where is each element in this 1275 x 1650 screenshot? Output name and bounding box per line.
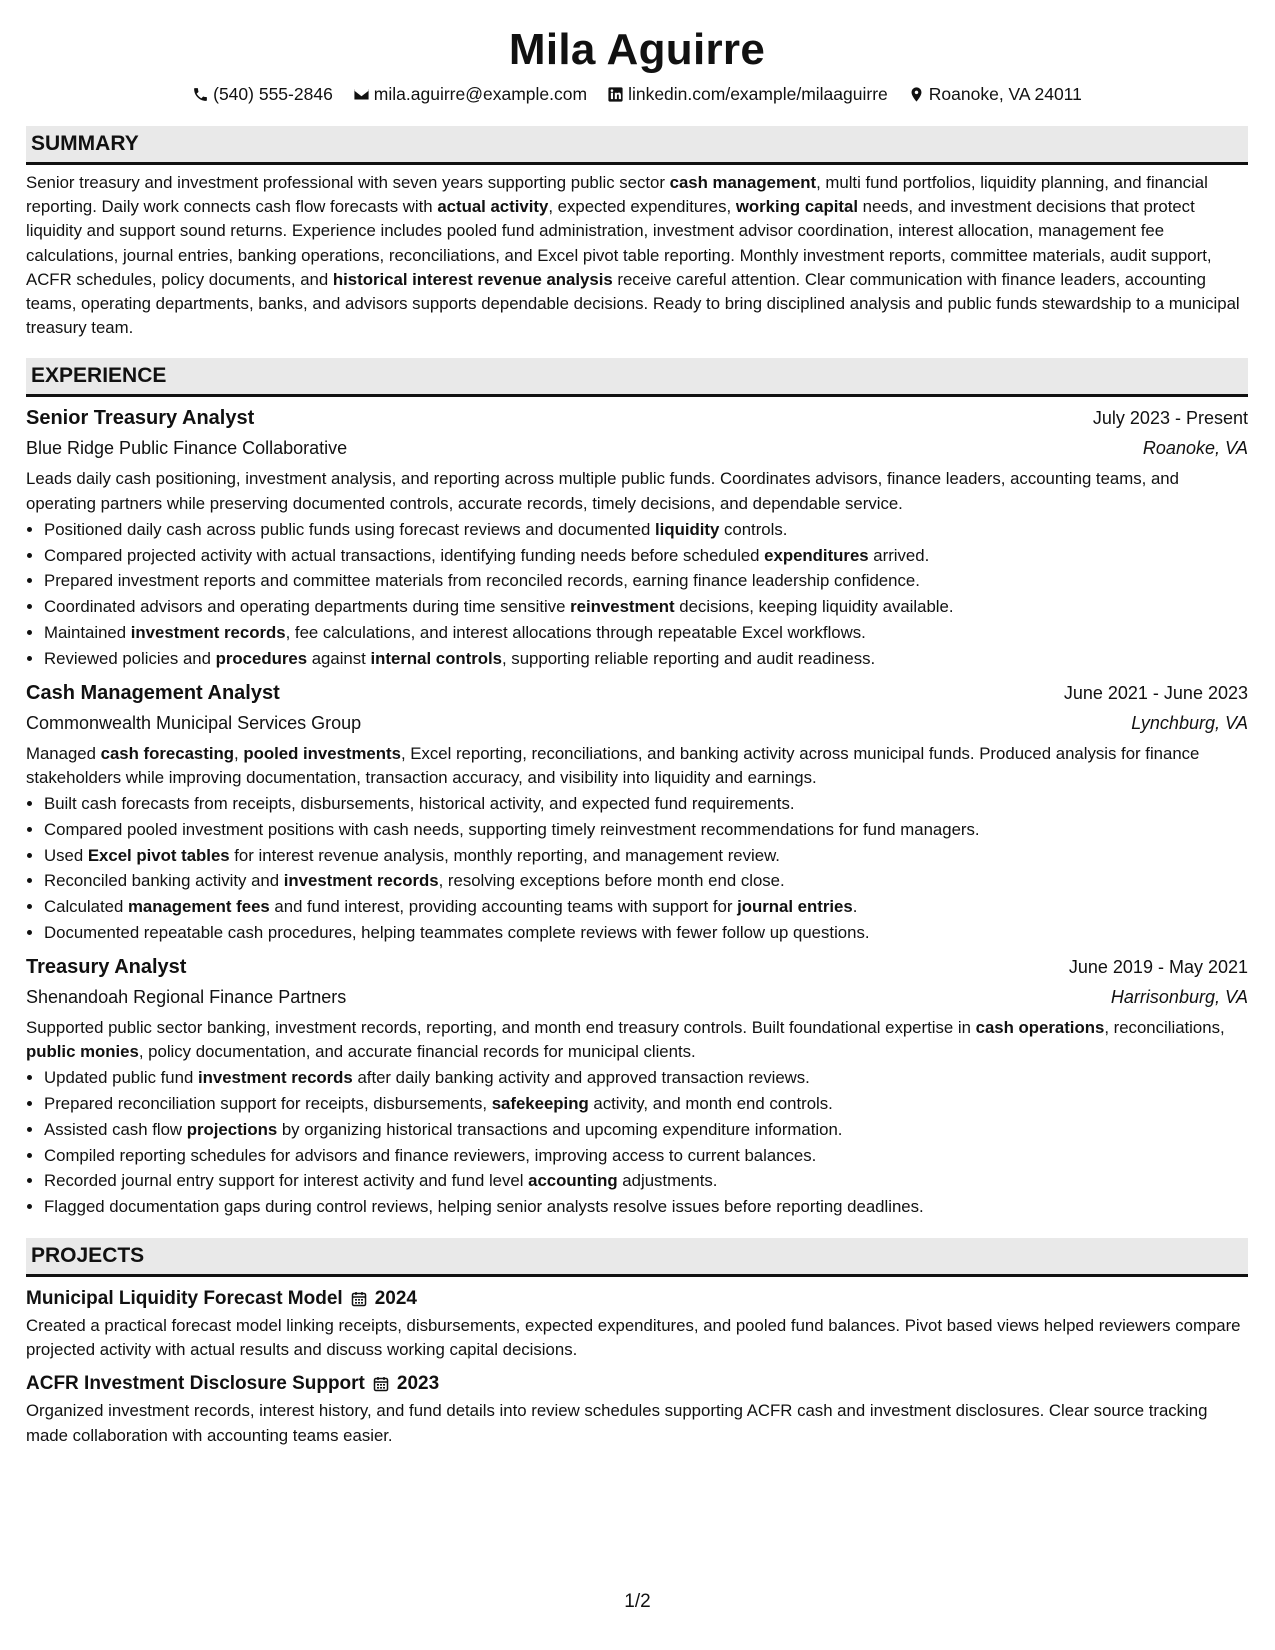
text-run: Compared projected activity with actual transactions, identifying funding needs before scheduled (44, 545, 765, 565)
job-summary (26, 742, 1248, 790)
project-description: Organized investment records, interest history, and fund details into review schedules supporting ACFR cash and investment disclosures. Clear source tracking made collaboration with accounting teams easier. (26, 1401, 1208, 1445)
project-title-row (26, 1285, 1248, 1313)
text-run: Used (44, 845, 88, 865)
bold-keyword: pooled investments (243, 743, 401, 763)
text-run: Reviewed policies and (44, 648, 216, 668)
text-run: Flagged documentation gaps during control reviews, helping senior analysts resolve issues before reporting deadlines. (44, 1197, 924, 1217)
text-run: Reconciled banking activity and (44, 871, 284, 891)
job-bullet (44, 568, 1248, 594)
job-title-row (26, 952, 1248, 982)
job-bullet (44, 817, 1248, 843)
job-dates: June 2019 - May 2021 (1068, 956, 1248, 977)
bold-keyword: accounting (528, 1171, 618, 1191)
summary-text (26, 171, 1248, 340)
calendar-icon-wrap (373, 1376, 389, 1392)
job-company: Shenandoah Regional Finance Partners (26, 986, 347, 1007)
job-company-row (26, 708, 1248, 738)
bold-keyword: expenditures (764, 545, 869, 565)
job-bullet (44, 517, 1248, 543)
text-run: Updated public fund (44, 1068, 198, 1088)
text-run: Recorded journal entry support for interest activity and fund level (44, 1171, 529, 1191)
project-title-row (26, 1370, 1248, 1398)
bold-keyword: working capital (735, 197, 858, 217)
job-bullet (44, 791, 1248, 817)
job-bullets (26, 1065, 1248, 1220)
job-bullet (44, 1194, 1248, 1220)
job-bullet (44, 1091, 1248, 1117)
job-bullet (44, 894, 1248, 920)
text-run: . (852, 897, 858, 917)
bold-keyword: projections (186, 1119, 278, 1139)
projects-heading: PROJECTS (26, 1238, 1248, 1277)
bold-keyword: historical interest revenue analysis (332, 269, 613, 289)
bold-keyword: management fees (127, 897, 270, 917)
text-run: Coordinated advisors and operating departments during time sensitive (44, 597, 571, 617)
job-bullet (44, 920, 1248, 946)
bold-keyword: cash forecasting (100, 743, 235, 763)
project-description: Created a practical forecast model linking receipts, disbursements, expected expenditures, and pooled fund balances. Pivot based views helped reviewers compare projected activity with actual results and discuss working capital decisions. (26, 1315, 1241, 1360)
bold-keyword: investment records (197, 1068, 353, 1088)
job-location: Lynchburg, VA (1131, 712, 1248, 733)
text-run: Calculated (44, 897, 128, 917)
bold-keyword: procedures (215, 648, 308, 668)
job-entry (26, 678, 1248, 946)
job-bullet (44, 1117, 1248, 1143)
text-run: , (234, 743, 244, 763)
job-title-row (26, 678, 1248, 708)
linkedin-icon (607, 86, 624, 103)
bold-keyword: reinvestment (570, 597, 675, 617)
project-year: 2024 (374, 1287, 417, 1309)
location-pin-icon (908, 86, 925, 103)
bold-keyword: investment records (283, 871, 439, 891)
calendar-icon-wrap (351, 1291, 367, 1307)
resume-page (26, 0, 1248, 1448)
experience-heading: EXPERIENCE (26, 358, 1248, 397)
job-dates: June 2021 - June 2023 (1063, 682, 1248, 703)
job-location: Roanoke, VA (1142, 438, 1248, 459)
job-company: Blue Ridge Public Finance Collaborative (26, 438, 348, 459)
job-bullet (44, 594, 1248, 620)
bold-keyword: cash operations (975, 1017, 1105, 1037)
bold-keyword: journal entries (737, 897, 853, 917)
text-run: , supporting reliable reporting and audit readiness. (501, 648, 876, 668)
calendar-icon (351, 1291, 367, 1307)
phone-text: (540) 555-2846 (213, 84, 333, 104)
job-company: Commonwealth Municipal Services Group (26, 712, 362, 733)
job-title: Treasury Analyst (26, 955, 187, 978)
linkedin-text[interactable]: linkedin.com/example/milaaguirre (628, 84, 888, 104)
job-company-row (26, 433, 1248, 463)
job-bullets (26, 517, 1248, 672)
contact-location (908, 82, 1082, 106)
job-summary (26, 467, 1248, 515)
text-run: Documented repeatable cash procedures, helping teammates complete reviews with fewer follow up questions. (44, 923, 870, 942)
text-run: , resolving exceptions before month end close. (438, 871, 785, 891)
text-run: Leads daily cash positioning, investment analysis, and reporting across multiple public funds. Coordinates advisors, finance leaders, accounting teams, and operating partners while preserving documented controls, accurate records, timely decisions, and dependable service. (26, 469, 1179, 513)
job-bullets (26, 791, 1248, 946)
text-run: Built cash forecasts from receipts, disbursements, historical activity, and expected fund requirements. (44, 794, 795, 814)
contact-email[interactable] (353, 82, 587, 106)
location-text: Roanoke, VA 24011 (928, 84, 1082, 104)
bold-keyword: public monies (26, 1042, 139, 1061)
candidate-name: Mila Aguirre (508, 25, 766, 74)
text-run: , reconciliations, (1104, 1017, 1225, 1037)
project-year: 2023 (396, 1373, 440, 1395)
job-entry (26, 952, 1248, 1220)
experience-list (26, 403, 1248, 1220)
text-run: , multi fund portfolios, liquidity planning, and financial reporting. Daily work connects cash flow forecasts with (26, 173, 1208, 217)
job-title: Senior Treasury Analyst (26, 407, 255, 430)
text-run: Compiled reporting schedules for advisors and finance reviewers, improving access to current balances. (44, 1145, 817, 1165)
bold-keyword: liquidity (655, 519, 720, 539)
page-number: 1/2 (624, 1591, 651, 1612)
text-run: needs, and investment decisions that protect liquidity and support sound returns. Experience includes pooled fund administration, investment advisor coordination, interest allocation, management fee calculations, journal entries, banking operations, reconciliations, and Excel pivot table reporting. Monthly investment reports, committee materials, audit support, ACFR schedules, policy documents, and (26, 197, 1212, 289)
job-title-row (26, 403, 1248, 433)
bold-keyword: Excel pivot tables (87, 845, 230, 865)
text-run: Maintained (44, 623, 131, 643)
text-run: and fund interest, providing accounting teams with support for (269, 897, 738, 917)
phone-icon (192, 86, 209, 103)
job-summary (26, 1016, 1248, 1064)
bold-keyword: internal controls (370, 648, 502, 668)
text-run: by organizing historical transactions and upcoming expenditure information. (277, 1119, 843, 1139)
text-run: Assisted cash flow (44, 1119, 187, 1139)
text-run: for interest revenue analysis, monthly reporting, and management review. (229, 845, 780, 865)
text-run: Prepared reconciliation support for receipts, disbursements, (44, 1094, 492, 1113)
text-run: receive careful attention. Clear communication with finance leaders, accounting teams, operating departments, banks, and advisors supports dependable decisions. Ready to bring disciplined analysis and public funds stewardship to a municipal treasury team. (26, 269, 1240, 338)
job-bullet (44, 646, 1248, 672)
text-run: Managed (26, 743, 101, 763)
text-run: , fee calculations, and interest allocations through repeatable Excel workflows. (285, 623, 866, 643)
text-run: Senior treasury and investment professional with seven years supporting public sector (26, 173, 670, 192)
email-text[interactable]: mila.aguirre@example.com (373, 84, 588, 104)
text-run: Compared pooled investment positions with cash needs, supporting timely reinvestment recommendations for fund managers. (44, 819, 980, 839)
summary-heading: SUMMARY (26, 126, 1248, 165)
contact-bar (26, 82, 1248, 106)
projects-list (26, 1285, 1248, 1448)
job-title: Cash Management Analyst (26, 681, 280, 704)
contact-linkedin[interactable] (607, 82, 888, 106)
project-entry (26, 1370, 1248, 1447)
text-run: , expected expenditures, (548, 197, 736, 217)
job-bullet (44, 868, 1248, 894)
job-bullet (44, 543, 1248, 569)
text-run: controls. (719, 519, 788, 539)
job-bullet (44, 1168, 1248, 1194)
text-run: after daily banking activity and approved transaction reviews. (352, 1068, 810, 1088)
text-run: arrived. (868, 545, 930, 565)
mail-icon (353, 86, 370, 103)
text-run: , Excel reporting, reconciliations, and banking activity across municipal funds. Produced analysis for finance stakeholders while improving documentation, transaction accuracy, and visibility into liquidity and earnings. (26, 743, 1200, 787)
project-entry (26, 1285, 1248, 1362)
text-run: , policy documentation, and accurate financial records for municipal clients. (138, 1042, 696, 1061)
text-run: Positioned daily cash across public funds using forecast reviews and documented (44, 519, 655, 539)
text-run: decisions, keeping liquidity available. (674, 597, 954, 617)
bold-keyword: safekeeping (491, 1094, 589, 1113)
text-run: Supported public sector banking, investment records, reporting, and month end treasury controls. Built foundational expertise in (26, 1017, 976, 1037)
bold-keyword: actual activity (437, 197, 549, 217)
text-run: activity, and month end controls. (588, 1094, 833, 1113)
job-dates: July 2023 - Present (1092, 408, 1248, 429)
text-run: adjustments. (617, 1171, 718, 1191)
contact-phone (192, 82, 333, 106)
job-bullet (44, 620, 1248, 646)
job-bullet (44, 843, 1248, 869)
job-location: Harrisonburg, VA (1110, 986, 1248, 1007)
project-title: Municipal Liquidity Forecast Model (26, 1287, 343, 1309)
bold-keyword: investment records (130, 623, 286, 643)
job-company-row (26, 982, 1248, 1012)
text-run: Prepared investment reports and committee materials from reconciled records, earning finance leadership confidence. (44, 571, 920, 591)
job-bullet (44, 1143, 1248, 1169)
project-title: ACFR Investment Disclosure Support (26, 1373, 365, 1395)
calendar-icon (373, 1376, 389, 1392)
bold-keyword: cash management (669, 173, 817, 192)
text-run: against (307, 648, 371, 668)
job-bullet (44, 1065, 1248, 1091)
job-entry (26, 403, 1248, 671)
